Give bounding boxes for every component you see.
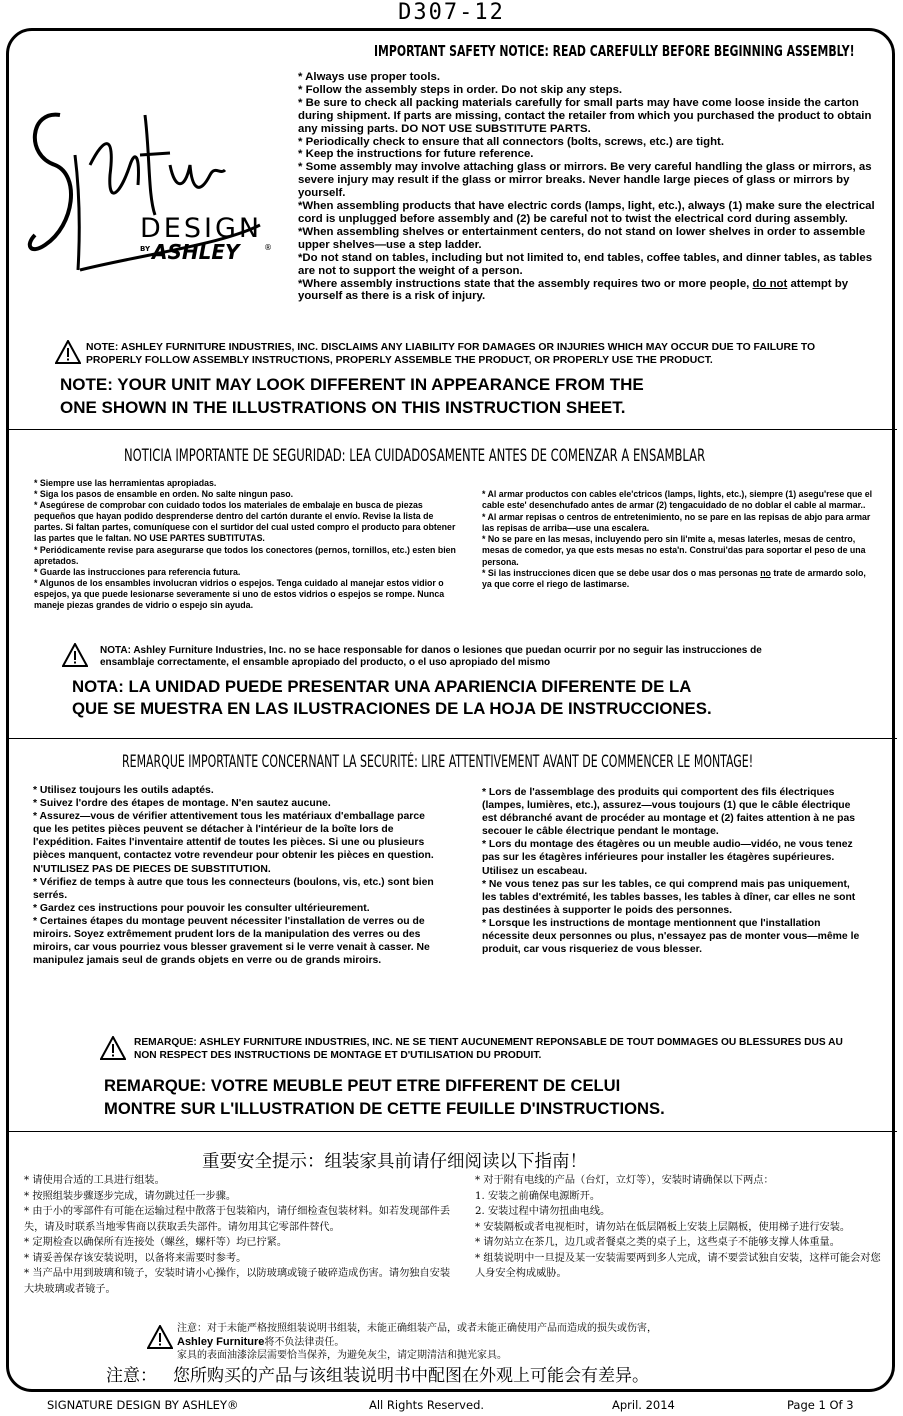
footer-date: April. 2014	[612, 1398, 675, 1412]
spanish-disclaimer: NOTA: Ashley Furniture Industries, Inc. no se hace responsable for danos o lesiones que puedan ocurrir por no seguir las instrucciones de ensamblaje correctamente, el ensamble apropiado del producto, o el uso apropiado del mismo	[100, 645, 762, 669]
list-item: * Al armar productos con cables ele'ctricos (lamps, lights, etc.), siempre (1) asegu'rese que el cable este' desenchufado antes de armar (2) tengacuidado de no doblar el cable al marmar.. * Al armar repisas o centros de entretenimiento, no se pare en las repisas de abjo para armar las repisas de arriba—use una escalera. * No se pare en las mesas, incluyendo pero sin li'mite a, mesas laterles, mesas de centro, mesas de comedor, ya que ests mesas no esta'n. Construi'das para soportar el peso de una persona.	[482, 489, 873, 567]
french-heading: REMARQUE IMPORTANTE CONCERNANT LA SECURITÉ: LIRE ATTENTIVEMENT AVANT DE COMMENCER LE MONTAGE!	[122, 752, 754, 771]
logo-by-word: BY	[140, 245, 151, 253]
list-item: *When assembling products that have electric cords (lamps, light, etc.), always (1) make sure the electrical cord is unplugged before assembly and (2) be careful not to twist the electrical cord during assembly.	[298, 200, 875, 225]
logo-ashley-word: ASHLEY	[152, 240, 240, 264]
spanish-note-line-2: QUE SE MUESTRA EN LAS ILUSTRACIONES DE LA HOJA DE INSTRUCCIONES.	[72, 699, 712, 718]
warning-triangle-icon	[147, 1325, 173, 1349]
french-note-line-1: REMARQUE: VOTRE MEUBLE PEUT ETRE DIFFERENT DE CELUI	[104, 1076, 621, 1095]
warning-triangle-icon	[100, 1036, 126, 1060]
english-instructions	[298, 71, 876, 303]
warning-triangle-icon	[55, 340, 81, 364]
list-item: * Be sure to check all packing materials carefully for small parts may have come loose inside the carton during shipment. If parts are missing, contact the retailer from which you purchased the product to obtain any missing parts. DO NOT USE SUBSTITUTE PARTS.	[298, 96, 872, 135]
chinese-heading: 重要安全提示：组装家具前请仔细阅读以下指南！	[202, 1152, 587, 1172]
list-item: * Follow the assembly steps in order. Do not skip any steps.	[298, 83, 623, 96]
brand-logo	[20, 95, 280, 285]
english-note-line-2: ONE SHOWN IN THE ILLUSTRATIONS ON THIS INSTRUCTION SHEET.	[60, 398, 626, 417]
french-disclaimer: REMARQUE: ASHLEY FURNITURE INDUSTRIES, INC. NE SE TIENT AUCUNEMENT REPONSABLE DE TOUT DOMMAGES OU BLESSURES DUS AU NON RESPECT DES INSTRUCTIONS DE MONTAGE ET D'UTILISATION DU PRODUIT.	[134, 1037, 843, 1061]
spanish-col-2	[482, 489, 874, 591]
spanish-note-line-1: NOTA: LA UNIDAD PUEDE PRESENTAR UNA APARIENCIA DIFERENTE DE LA	[72, 677, 692, 696]
section-divider	[6, 1131, 897, 1132]
english-disclaimer: NOTE: ASHLEY FURNITURE INDUSTRIES, INC. DISCLAIMS ANY LIABILITY FOR DAMAGES OR INJURIES WHICH MAY OCCUR DUE TO FAILURE TO PROPERLY FOLLOW ASSEMBLY INSTRUCTIONS, PROPERLY ASSEMBLE THE PRODUCT, OR PROPERLY USE THE PRODUCT.	[86, 342, 816, 366]
french-note-line-2: MONTRE SUR L'ILLUSTRATION DE CETTE FEUILLE D'INSTRUCTIONS.	[104, 1099, 665, 1118]
footer-brand: SIGNATURE DESIGN BY ASHLEY®	[47, 1398, 239, 1412]
list-item: *Where assembly instructions state that the assembly requires two or more people, do not attempt by yourself as there is a risk of injury.	[298, 277, 849, 303]
list-item: * Some assembly may involve attaching glass or mirrors. Be very careful handling the glass or mirrors, as severe injury may result if the glass or mirror breaks. Never handle large pieces of glass or mirrors by yourself.	[298, 161, 872, 200]
spanish-heading: NOTICIA IMPORTANTE DE SEGURIDAD: LEA CUIDADOSAMENTE ANTES DE COMENZAR A ENSAMBLAR	[124, 446, 706, 465]
list-item: * Periodically check to ensure that all connectors (bolts, screws, etc.) are tight.	[298, 135, 725, 148]
footer-rights: All Rights Reserved.	[369, 1398, 485, 1412]
list-item: * Si las instrucciones dicen que se debe usar dos o mas personas no trate de armardo solo, ya que corre el riego de lastimarse.	[482, 568, 866, 590]
french-col-1: * Utilisez toujours les outils adaptés. * Suivez l'ordre des étapes de montage. N'en sautez aucune. * Assurez—vous de vérifier attentivement tous les matériaux d'emballage parce que les petites pièces peuvent se détacher à l'intérieur de la boîte lors de l'expédition. Faites l'inventaire attentif de toutes les pièces. Si une ou plusieurs pièces manquent, contactez votre revendeur pour obtenir les pièces en question. N'UTILISEZ PAS DE PIECES DE SUBSTITUTION. * Vérifiez de temps à autre que tous les connecteurs (boulons, vis, etc.) sont bien serrés. * Gardez ces instructions pour pouvoir les consulter ultérieurement. * Certaines étapes du montage peuvent nécessiter l'installation de verres ou de miroirs. Soyez extrêmement prudent lors de la manipulation des verres ou des miroirs, car vous pourriez vous blesser gravement si le verre venait à casser. Ne manipulez jamais seul de grands objets en verre ou de grands miroirs.	[33, 785, 434, 967]
english-note-line-1: NOTE: YOUR UNIT MAY LOOK DIFFERENT IN APPEARANCE FROM THE	[60, 375, 644, 394]
logo-registered-mark: ®	[264, 243, 272, 252]
spanish-col-1: * Siempre use las herramientas apropiadas. * Siga los pasos de ensamble en orden. No salte ningun paso. * Asegúrese de comprobar con cuidado todos los materiales de embalaje en busca de piezas pequeños que hayan podido desprenderse dentro del cartón durante el envío. Revise la lista de partes. Si faltan partes, comuníquese con el surtidor del cual usted compro el producto para obtener las partes que le faltan. NO USE PARTES SUBTITUTAS. * Periódicamente revise para asegurarse que todos los conectores (pernos, tornillos, etc.) esten bien apretados. * Guarde las instrucciones para referencia futura. * Algunos de los ensambles involucran vidrios o espejos. Tenga cuidado al manejar estos vidior o espejos, ya que puede lesionarse severamente si uno de estos vidrios o espejos se rompe. Nunca maneje piezas grandes de vidrio o espejo sin ayuda.	[34, 478, 456, 611]
signature-script-logo	[20, 95, 280, 285]
chinese-disclaimer-line-1: 注意：对于未能严格按照组装说明书组装，未能正确组装产品，或者未能正确使用产品而造成的损失或伤害，	[177, 1323, 657, 1334]
section-divider	[6, 738, 897, 739]
chinese-note: 注意： 您所购买的产品与该组装说明书中配图在外观上可能会有差异。	[106, 1366, 649, 1386]
list-item: * Always use proper tools.	[298, 71, 440, 83]
section-divider	[6, 429, 897, 430]
chinese-col-1: * 请使用合适的工具进行组装。 * 按照组装步骤逐步完成，请勿跳过任一步骤。 * 由于小的零部件有可能在运输过程中散落于包装箱内，请仔细检查包装材料。如若发现部件丢失，请及时联系当地零售商以获取丢失部件。请勿用其它零部件替代。 * 定期检查以确保所有连接处（螺丝，螺杆等）均已拧紧。 * 请妥善保存该安装说明，以备将来需要时参考。 * 当产品中用到玻璃和镜子，安装时请小心操作，以防玻璃或镜子破碎造成伤害。请勿独自安装大块玻璃或者镜子。	[24, 1175, 451, 1295]
document-code: D307-12	[398, 0, 505, 25]
list-item: * Keep the instructions for future reference.	[298, 148, 534, 161]
french-col-2: * Lors de l'assemblage des produits qui comportent des fils électriques (lampes, lumières, etc.), assurez—vous toujours (1) que le câble électrique est débranché avant de procéder au montage et (2) faites attention à ne pas secouer le câble électrique pendant le montage. * Lors du montage des étagères ou un meuble audio—vidéo, ne vous tenez pas sur les étagères inférieures pour installer les étagères supérieures. Utilisez un escabeau. * Ne vous tenez pas sur les tables, ce qui comprend mais pas uniquement, les tables d'extrémité, les tables basses, les tables à dîner, car elles ne sont pas destinées à supporter le poids des personnes. * Lorsque les instructions de montage mentionnent que l'installation nécessite deux personnes ou plus, n'essayez pas de monter vous—même le produit, car vous risqueriez de vous blesser.	[482, 787, 860, 956]
footer-page-number: Page 1 Of 3	[787, 1398, 854, 1412]
chinese-disclaimer-line-3: 家具的表面油漆涂层需要恰当保养，为避免灰尘，请定期清洁和抛光家具。	[177, 1350, 507, 1361]
english-heading: IMPORTANT SAFETY NOTICE: READ CAREFULLY BEFORE BEGINNING ASSEMBLY!	[374, 42, 855, 60]
logo-design-word: DESIGN	[140, 213, 263, 244]
list-item: *Do not stand on tables, including but not limited to, end tables, coffee tables, and dinner tables, as tables are not to support the weight of a person.	[298, 251, 873, 277]
chinese-disclaimer-line-2: Ashley Furniture将不负法律责任。	[177, 1336, 345, 1348]
list-item: *When assembling shelves or entertainment centers, do not stand on lower shelves in order to assemble upper shelves—use a step ladder.	[298, 225, 866, 251]
chinese-col-2: * 对于附有电线的产品（台灯，立灯等），安装时请确保以下两点： 1. 安装之前确保电源断开。 2. 安装过程中请勿扭曲电线。 * 安装隔板或者电视柜时，请勿站在低层隔板上安装上层隔板，使用梯子进行安装。 * 请勿站立在茶几，边几或者餐桌之类的桌子上，这些桌子不能够支撑人体重量。 * 组装说明中一旦提及某一安装需要两到多人完成，请不要尝试独自安装，这样可能会对您人身安全构成威胁。	[475, 1175, 881, 1279]
warning-triangle-icon	[62, 643, 88, 667]
